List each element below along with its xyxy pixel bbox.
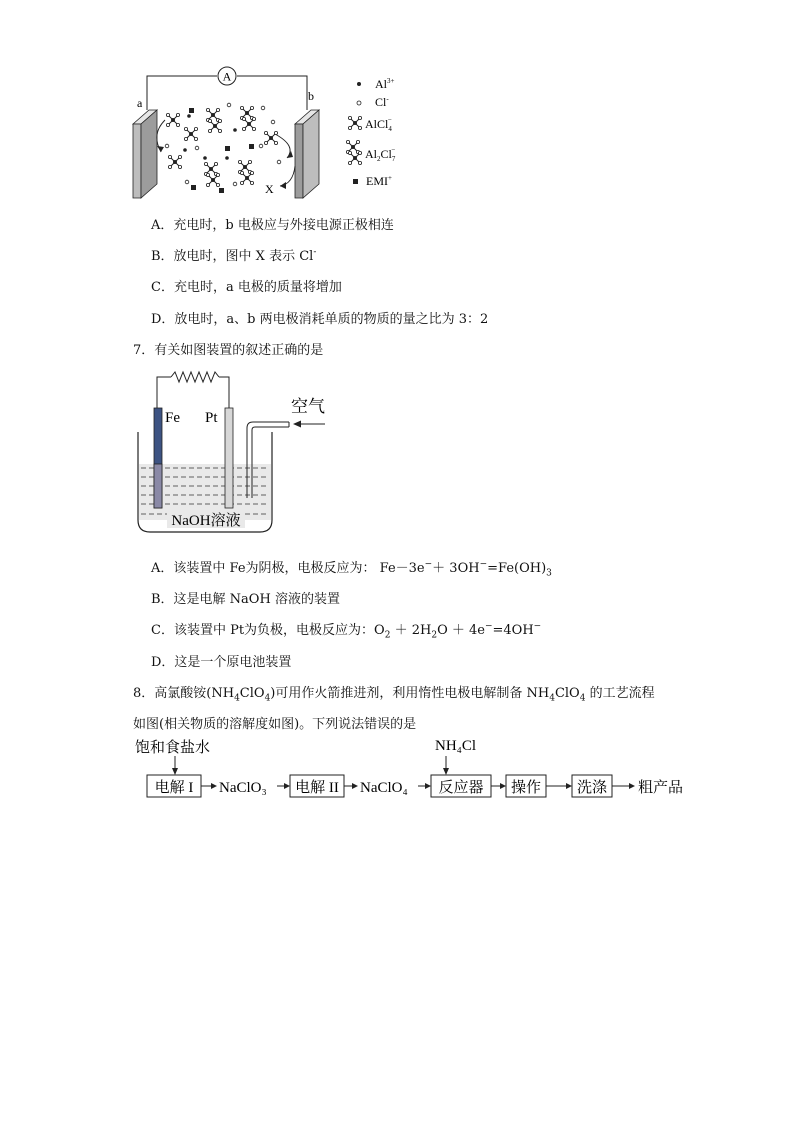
q6-option-c[interactable]: C．充电时，a 电极的质量将增加 <box>151 280 342 295</box>
q8-stem-part3: )可用作火箭推进剂，利用惰性电极电解制备 NH <box>270 686 550 701</box>
q7-option-c-part2: ＋ 2H <box>390 623 432 638</box>
q7-option-c[interactable]: C．该装置中 Pt为负极，电极反应为：$O_2 + 2H_2O + 4e^-=4OH^-$ <box>151 621 542 641</box>
flow-final-label: 粗产品 <box>638 780 684 796</box>
galvanic-cell-diagram <box>135 368 345 536</box>
svg-text:EMI+: EMI+ <box>366 174 392 188</box>
electrode-b-label: b <box>308 89 314 103</box>
naoh-label: NaOH溶液 <box>171 513 241 529</box>
q7-stem: 7．有关如图装置的叙述正确的是 <box>133 343 324 358</box>
q7-option-a-part1: A．该装置中 Fe为阴极，电极反应为： Fe－3e <box>151 561 425 576</box>
svg-text:Cl-: Cl- <box>375 95 389 109</box>
q8-stem-part4: ClO <box>554 686 580 701</box>
pt-label: Pt <box>205 410 218 426</box>
electrode-a <box>133 110 157 198</box>
q7-option-a-sub: 3 <box>546 568 552 579</box>
q8-stem-part1: 8．高氯酸铵(NH <box>133 686 235 701</box>
flow-box3-label: 反应器 <box>438 780 484 796</box>
q7-option-a-part2: ＋ 3OH <box>432 561 480 576</box>
flow-input-label: 饱和食盐水 <box>135 740 211 756</box>
q7-option-b[interactable]: B．这是电解 NaOH 溶液的装置 <box>151 592 340 607</box>
q8-stem-part2: ClO <box>239 686 265 701</box>
air-label: 空气 <box>291 397 325 416</box>
flow-product2-label: NaClO₄ <box>360 780 408 796</box>
legend <box>346 77 395 188</box>
q7-option-c-part4: =4OH <box>492 623 534 638</box>
resistor-icon <box>171 372 219 382</box>
q8-stem-line1: 8．高氯酸铵$(NH_4ClO_4)$可用作火箭推进剂，利用惰性电极电解制备 $NH_4ClO_4$ 的工艺流程 <box>133 686 655 704</box>
q6-option-b-sup: - <box>313 247 317 258</box>
flow-product1-label: NaClO₃ <box>219 780 267 796</box>
q7-option-c-part1: C．该装置中 Pt为负极，电极反应为：O <box>151 623 385 638</box>
pt-electrode <box>225 408 233 508</box>
svg-text:Al2Cl7−: $Al_2Cl_7-$ <box>365 146 396 163</box>
flow-reagent-label: NH₄Cl <box>435 738 477 754</box>
q6-option-b[interactable] <box>151 245 316 264</box>
q7-option-d[interactable]: D．这是一个原电池装置 <box>151 655 292 670</box>
svg-text:AlCl4−: AlCl$_4$− <box>365 116 392 133</box>
q6-option-a[interactable]: A．充电时，b 电极应与外接电源正极相连 <box>151 218 394 233</box>
svg-text:Al3+: $Al^{3+}$ <box>375 77 395 91</box>
q7-option-a[interactable]: A．该装置中 Fe为阴极，电极反应为： $Fe-3e^-+ 3OH^-=Fe(OH)_3$ <box>151 559 552 579</box>
electrode-b <box>295 110 319 198</box>
q8-stem-part5: 的工艺流程 <box>585 686 655 701</box>
q6-option-b-text: B．放电时，图中 X 表示 Cl <box>151 249 314 264</box>
flow-box1-label: 电解 I <box>154 780 194 796</box>
fe-label: Fe <box>165 410 180 426</box>
flow-box5-label: 洗涤 <box>576 780 608 796</box>
particles <box>165 103 281 193</box>
electrode-a-label: a <box>137 96 143 110</box>
svg-text:A: A <box>222 69 232 84</box>
x-label: X <box>265 182 274 196</box>
process-flowchart <box>135 734 695 804</box>
q7-option-c-part3: O ＋ 4e <box>437 623 485 638</box>
q8-stem-line2: 如图(相关物质的溶解度如图)。下列说法错误的是 <box>133 717 417 732</box>
flow-box4-label: 操作 <box>510 780 542 796</box>
q6-option-d[interactable]: D．放电时，a、b 两电极消耗单质的物质的量之比为 3：2 <box>151 312 489 327</box>
electrolysis-cell-diagram <box>125 62 425 204</box>
flow-box2-label: 电解 II <box>295 780 339 796</box>
ammeter-icon <box>218 67 236 85</box>
q7-option-a-part3: =Fe(OH) <box>487 561 547 576</box>
